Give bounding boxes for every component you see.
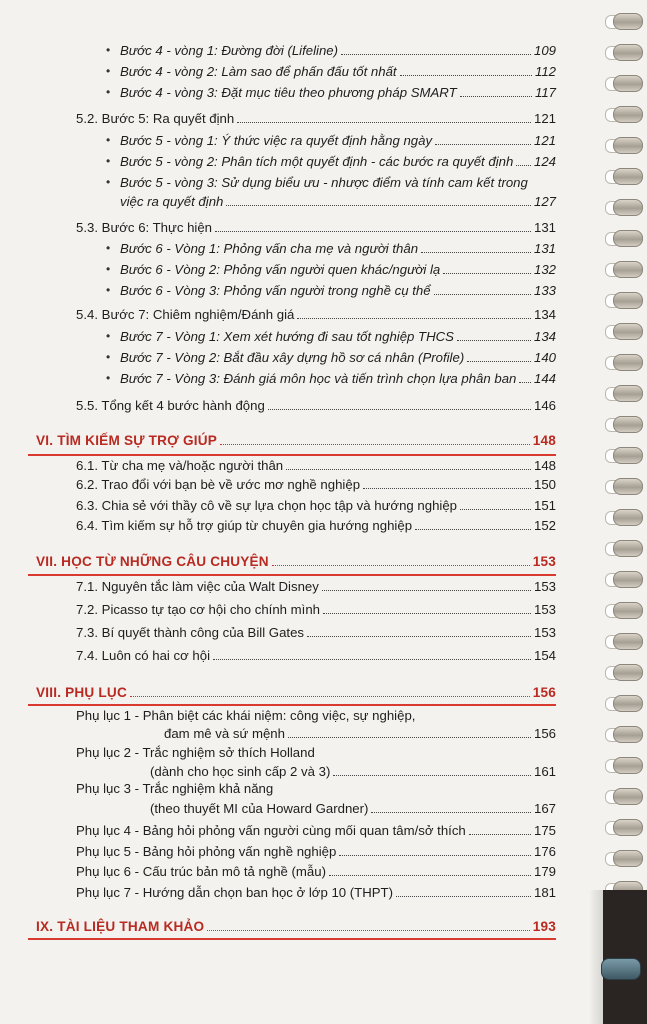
toc-entry-page: 131 — [533, 220, 556, 235]
toc-entry-title: Bước 7 - Vòng 2: Bắt đầu xây dựng hồ sơ cá nhân (Profile) — [120, 350, 465, 365]
toc-entry-title: việc ra quyết định — [120, 194, 224, 209]
toc-entry-title: 6.3. Chia sẻ với thầy cô về sự lựa chọn học tập và hướng nghiệp — [76, 498, 458, 513]
toc-chapter-title: IX. TÀI LIỆU THAM KHẢO — [36, 919, 205, 934]
section-divider — [28, 704, 556, 706]
toc-entry[interactable] — [120, 153, 556, 170]
bullet-icon: • — [106, 64, 111, 78]
toc-entry-title: Bước 7 - Vòng 3: Đánh giá môn học và tiến trình chọn lựa phân ban — [120, 371, 517, 386]
toc-entry-page: 167 — [533, 801, 556, 816]
toc-entry[interactable] — [76, 219, 556, 236]
toc-entry-title: 7.2. Picasso tự tạo cơ hội cho chính mình — [76, 602, 320, 617]
section-divider — [28, 454, 556, 456]
toc-entry-title: 5.3. Bước 6: Thực hiện — [76, 220, 213, 235]
bullet-icon: • — [106, 329, 111, 343]
toc-entry-title: 5.5. Tổng kết 4 bước hành động — [76, 398, 265, 413]
toc-entry[interactable] — [76, 578, 556, 595]
toc-entry[interactable] — [120, 240, 556, 257]
toc-entry[interactable] — [76, 647, 556, 664]
toc-entry-page: 127 — [533, 194, 556, 209]
toc-entry-title: Bước 4 - vòng 2: Làm sao để phấn đấu tốt nhất — [120, 64, 397, 79]
toc-entry[interactable] — [76, 822, 556, 839]
toc-entry[interactable] — [120, 370, 556, 387]
toc-entry-page: 153 — [533, 625, 556, 640]
toc-entry[interactable] — [150, 763, 556, 780]
toc-entry[interactable] — [76, 110, 556, 127]
toc-entry[interactable] — [120, 63, 556, 80]
toc-entry-title: 6.4. Tìm kiếm sự hỗ trợ giúp từ chuyên gia hướng nghiệp — [76, 518, 413, 533]
bullet-icon: • — [106, 43, 111, 57]
toc-entry-page: 121 — [533, 133, 556, 148]
toc-entry-title: 7.4. Luôn có hai cơ hội — [76, 648, 211, 663]
toc-entry-title: 6.2. Trao đổi với bạn bè về ước mơ nghề nghiệp — [76, 477, 361, 492]
toc-entry[interactable] — [120, 193, 556, 210]
toc-entry-page: 153 — [533, 602, 556, 617]
toc-entry-title: Bước 4 - vòng 3: Đặt mục tiêu theo phương pháp SMART — [120, 85, 457, 100]
bullet-icon: • — [106, 262, 111, 276]
toc-entry[interactable] — [150, 800, 556, 817]
toc-entry-title: 6.1. Từ cha mẹ và/hoặc người thân — [76, 458, 284, 473]
toc-entry-page: 134 — [533, 307, 556, 322]
toc-entry[interactable] — [120, 84, 556, 101]
toc-entry-title: Bước 4 - vòng 1: Đường đời (Lifeline) — [120, 43, 339, 58]
toc-entry-page: 152 — [533, 518, 556, 533]
bullet-icon: • — [106, 85, 111, 99]
toc-entry-page: 176 — [533, 844, 556, 859]
toc-chapter-page: 148 — [532, 433, 556, 448]
toc-entry-line: Phụ lục 1 - Phân biệt các khái niệm: công việc, sự nghiệp, — [76, 708, 416, 723]
toc-entry-page: 132 — [533, 262, 556, 277]
toc-entry[interactable] — [76, 397, 556, 414]
toc-entry-line: Phụ lục 2 - Trắc nghiệm sở thích Holland — [76, 745, 315, 760]
toc-entry-title: Phụ lục 6 - Cấu trúc bản mô tả nghề (mẫu) — [76, 864, 326, 879]
toc-entry-title: Bước 6 - Vòng 2: Phỏng vấn người quen khác/người lạ — [120, 262, 441, 277]
toc-entry[interactable] — [76, 476, 556, 493]
toc-entry[interactable] — [76, 843, 556, 860]
toc-entry-title: (dành cho học sinh cấp 2 và 3) — [150, 764, 331, 779]
toc-entry-page: 181 — [533, 885, 556, 900]
toc-entry[interactable] — [120, 328, 556, 345]
section-divider — [28, 574, 556, 576]
toc-chapter-page: 153 — [532, 554, 556, 569]
toc-entry-page: 153 — [533, 579, 556, 594]
toc-entry[interactable] — [76, 457, 556, 474]
toc-entry-title: 7.3. Bí quyết thành công của Bill Gates — [76, 625, 304, 640]
toc-entry-page: 161 — [533, 764, 556, 779]
toc-entry[interactable] — [76, 517, 556, 534]
toc-entry[interactable] — [76, 601, 556, 618]
toc-entry-page: 154 — [533, 648, 556, 663]
toc-entry-page: 124 — [533, 154, 556, 169]
toc-chapter-title: VIII. PHỤ LỤC — [36, 685, 127, 700]
toc-entry-page: 144 — [533, 371, 556, 386]
toc-entry[interactable] — [120, 282, 556, 299]
bullet-icon: • — [106, 350, 111, 364]
toc-chapter-page: 156 — [532, 685, 556, 700]
toc-entry[interactable] — [76, 884, 556, 901]
toc-entry-title: 7.1. Nguyên tắc làm việc của Walt Disney — [76, 579, 319, 594]
toc-chapter[interactable] — [36, 684, 556, 701]
bullet-icon: • — [106, 154, 111, 168]
toc-entry-title: Bước 6 - Vòng 3: Phỏng vấn người trong nghề cụ thể — [120, 283, 431, 298]
toc-entry-page: 133 — [533, 283, 556, 298]
toc-entry-page: 175 — [533, 823, 556, 838]
toc-entry-title: Bước 6 - Vòng 1: Phỏng vấn cha mẹ và người thân — [120, 241, 419, 256]
toc-entry-line: Bước 5 - vòng 3: Sử dụng biểu ưu - nhược điểm và tính cam kết trong — [120, 175, 528, 190]
toc-entry[interactable] — [76, 306, 556, 323]
toc-entry[interactable] — [120, 132, 556, 149]
toc-entry-title: 5.4. Bước 7: Chiêm nghiệm/Đánh giá — [76, 307, 295, 322]
toc-entry-page: 140 — [533, 350, 556, 365]
toc-entry[interactable] — [120, 42, 556, 59]
toc-entry-title: đam mê và sứ mệnh — [164, 726, 285, 741]
toc-entry-page: 151 — [533, 498, 556, 513]
toc-chapter-page: 193 — [532, 919, 556, 934]
bullet-icon: • — [106, 241, 111, 255]
toc-entry-title: Phụ lục 7 - Hướng dẫn chọn ban học ở lớp 10 (THPT) — [76, 885, 393, 900]
toc-entry[interactable] — [76, 624, 556, 641]
bullet-icon: • — [106, 283, 111, 297]
toc-entry-title: Bước 7 - Vòng 1: Xem xét hướng đi sau tốt nghiệp THCS — [120, 329, 454, 344]
toc-chapter-title: VII. HỌC TỪ NHỮNG CÂU CHUYỆN — [36, 554, 269, 569]
toc-entry-page: 146 — [533, 398, 556, 413]
toc-chapter-title: VI. TÌM KIẾM SỰ TRỢ GIÚP — [36, 433, 217, 448]
toc-entry-page: 121 — [533, 111, 556, 126]
toc-entry-title: Bước 5 - vòng 1: Ý thức việc ra quyết định hằng ngày — [120, 133, 433, 148]
toc-chapter[interactable] — [36, 553, 556, 570]
toc-entry-page: 156 — [533, 726, 556, 741]
toc-entry-page: 134 — [533, 329, 556, 344]
toc-entry-page: 117 — [534, 85, 556, 100]
toc-entry-title: (theo thuyết MI của Howard Gardner) — [150, 801, 369, 816]
toc-chapter[interactable] — [36, 918, 556, 935]
toc-entry[interactable] — [76, 497, 556, 514]
toc-entry-title: Phụ lục 4 - Bảng hỏi phỏng vấn người cùng mối quan tâm/sở thích — [76, 823, 466, 838]
bullet-icon: • — [106, 371, 111, 385]
toc-entry-line: Phụ lục 3 - Trắc nghiệm khả năng — [76, 781, 274, 796]
bullet-icon: • — [106, 133, 111, 147]
toc-chapter[interactable] — [36, 432, 556, 449]
toc-entry-page: 109 — [533, 43, 556, 58]
bullet-icon: • — [106, 175, 111, 189]
toc-entry-page: 179 — [533, 864, 556, 879]
toc-entry-title: Bước 5 - vòng 2: Phân tích một quyết định - các bước ra quyết định — [120, 154, 514, 169]
toc-entry[interactable] — [76, 863, 556, 880]
toc-entry[interactable] — [164, 725, 556, 742]
toc-entry-page: 131 — [533, 241, 556, 256]
toc-entry[interactable] — [120, 349, 556, 366]
toc-entry[interactable] — [120, 261, 556, 278]
toc-entry-title: Phụ lục 5 - Bảng hỏi phỏng vấn nghề nghiệp — [76, 844, 337, 859]
toc-entry-page: 148 — [533, 458, 556, 473]
toc-entry-page: 150 — [533, 477, 556, 492]
toc-entry-page: 112 — [534, 64, 556, 79]
toc-entry-title: 5.2. Bước 5: Ra quyết định — [76, 111, 235, 126]
section-divider — [28, 938, 556, 940]
